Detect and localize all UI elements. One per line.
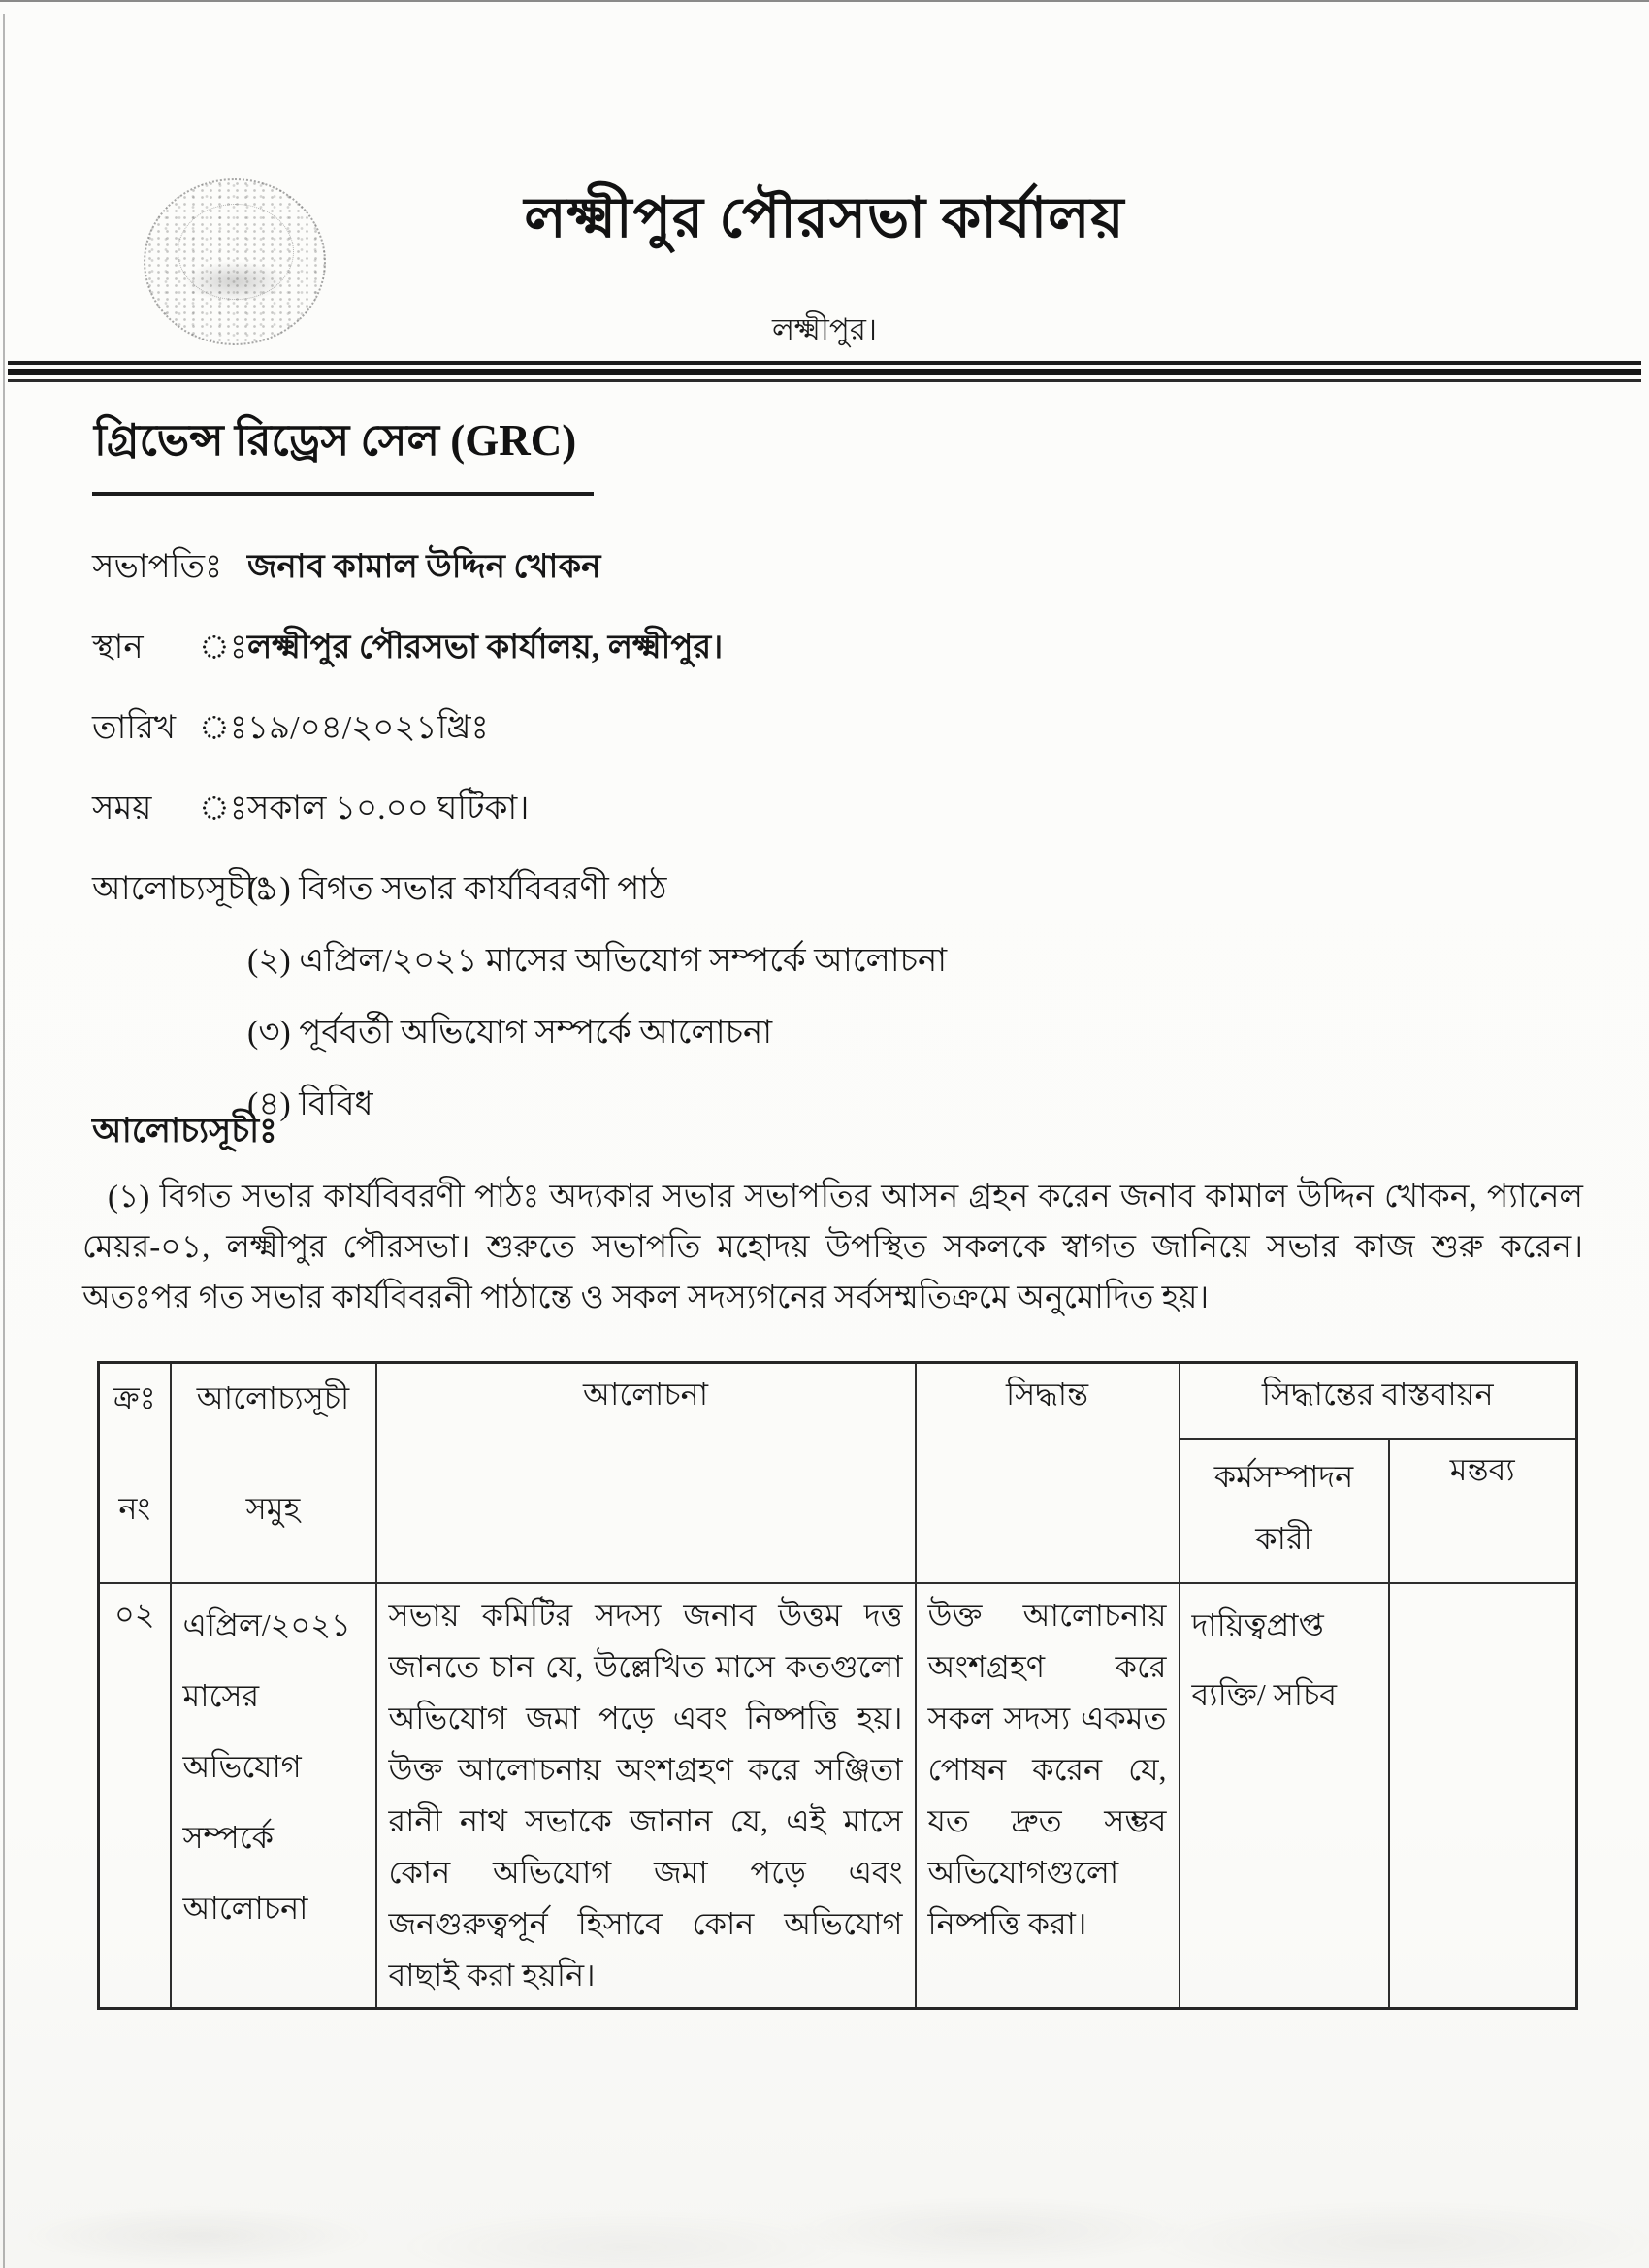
header-remarks: মন্তব্য — [1389, 1439, 1577, 1583]
header-executor: কর্মসম্পাদনকারী — [1180, 1439, 1389, 1583]
row-discussion: সভায় কমিটির সদস্য জনাব উত্তম দত্ত জানতে চান যে, উল্লেখিত মাসে কতগুলো অভিযোগ জমা পড়ে এবং নিষ্পত্তি হয়। উক্ত আলোচনায় অংশগ্রহণ করে সঞ্জিতা রানী নাথ সভাকে জানান যে, এই মাসে কোন অভিযোগ জমা পড়ে এবং জনগুরুত্বপূর্ন হিসাবে কোন অভিযোগ বাছাই করা হয়নি। — [376, 1583, 916, 2009]
place-value: লক্ষ্মীপুর পৌরসভা কার্যালয়, লক্ষ্মীপুর। — [247, 630, 724, 665]
header-agenda: আলোচ্যসূচী সমুহ — [171, 1363, 376, 1584]
time-value: সকাল ১০.০০ ঘটিকা। — [247, 791, 530, 826]
row-serial: ০২ — [99, 1583, 171, 2009]
time-label: সময় — [92, 791, 152, 826]
scan-left-edge — [3, 14, 5, 2268]
agenda-block — [92, 863, 1591, 1150]
place-colon: ঃ — [199, 630, 247, 665]
agenda-item-3: (৩) পূর্ববর্তী অভিযোগ সম্পর্কে আলোচনা — [247, 1015, 773, 1051]
header-discussion: আলোচনা — [376, 1363, 916, 1584]
header-divider — [8, 361, 1641, 382]
date-value: ১৯/০৪/২০২১খ্রিঃ — [247, 710, 489, 746]
row-decision: উক্ত আলোচনায় অংশগ্রহণ করে সকল সদস্য একমত পোষন করেন যে, যত দ্রুত সম্ভব অভিযোগগুলো নিষ্পত্তি করা। — [916, 1583, 1180, 2009]
meeting-meta — [92, 541, 1591, 1150]
meta-row-time — [92, 783, 1591, 863]
header-implementation: সিদ্ধান্তের বাস্তবায়ন — [1180, 1363, 1577, 1440]
table-header-row-1 — [99, 1363, 1577, 1440]
minutes-paragraph: (১) বিগত সভার কার্যবিবরণী পাঠঃ অদ্যকার সভার সভাপতির আসন গ্রহন করেন জনাব কামাল উদ্দিন খোকন, প্যানেল মেয়র-০১, লক্ষ্মীপুর পৌরসভা। শুরুতে সভাপতি মহোদয় উপস্থিত সকলকে স্বাগত জানিয়ে সভার কাজ শুরু করেন। অতঃপর গত সভার কার্যবিবরনী পাঠান্তে ও সকল সদস্যগনের সর্বসম্মতিক্রমে অনুমোদিত হয়। — [82, 1180, 1583, 1315]
header-serial: ক্রঃ নং — [99, 1363, 171, 1584]
scan-top-edge — [0, 0, 1649, 2]
date-colon: ঃ — [199, 710, 247, 746]
agenda-item-4: (৪) বিবিধ — [247, 1086, 373, 1122]
municipal-seal-inner-ring — [178, 204, 294, 300]
table-row — [99, 1583, 1577, 2009]
office-title: লক্ষ্মীপুর পৌরসভা কার্যালয় — [524, 186, 1125, 249]
date-label: তারিখ — [92, 710, 177, 746]
scan-noise-band — [0, 2161, 1649, 2268]
chairman-value: জনাব কামাল উদ্দিন খোকন — [247, 549, 601, 585]
header-decision: সিদ্ধান্ত — [916, 1363, 1180, 1584]
office-location: লক্ষ্মীপুর। — [771, 312, 878, 346]
row-executor: দায়িত্বপ্রাপ্ত ব্যক্তি/ সচিব — [1180, 1583, 1389, 2009]
section-heading-agenda: আলোচ্যসূচীঃ — [92, 1112, 277, 1150]
row-remarks — [1389, 1583, 1577, 2009]
agenda-item-2: (২) এপ্রিল/২০২১ মাসের অভিযোগ সম্পর্কে আলোচনা — [247, 943, 948, 979]
agenda-items — [247, 863, 947, 1150]
meta-row-chairman — [92, 541, 1591, 622]
document-title: গ্রিভেন্স রিড্রেস সেল (GRC) — [92, 407, 594, 496]
chairman-label: সভাপতিঃ — [92, 549, 223, 585]
agenda-label: আলোচ্যসূচীঃ — [92, 871, 273, 907]
grc-minutes-table — [97, 1361, 1578, 2010]
meta-row-place — [92, 622, 1591, 702]
row-agenda: এপ্রিল/২০২১ মাসের অভিযোগ সম্পর্কে আলোচনা — [171, 1583, 376, 2009]
meta-row-date — [92, 702, 1591, 783]
agenda-item-1: (১) বিগত সভার কার্যবিবরণী পাঠ — [247, 871, 667, 907]
time-colon: ঃ — [199, 791, 247, 826]
place-label: স্থান — [92, 630, 144, 665]
